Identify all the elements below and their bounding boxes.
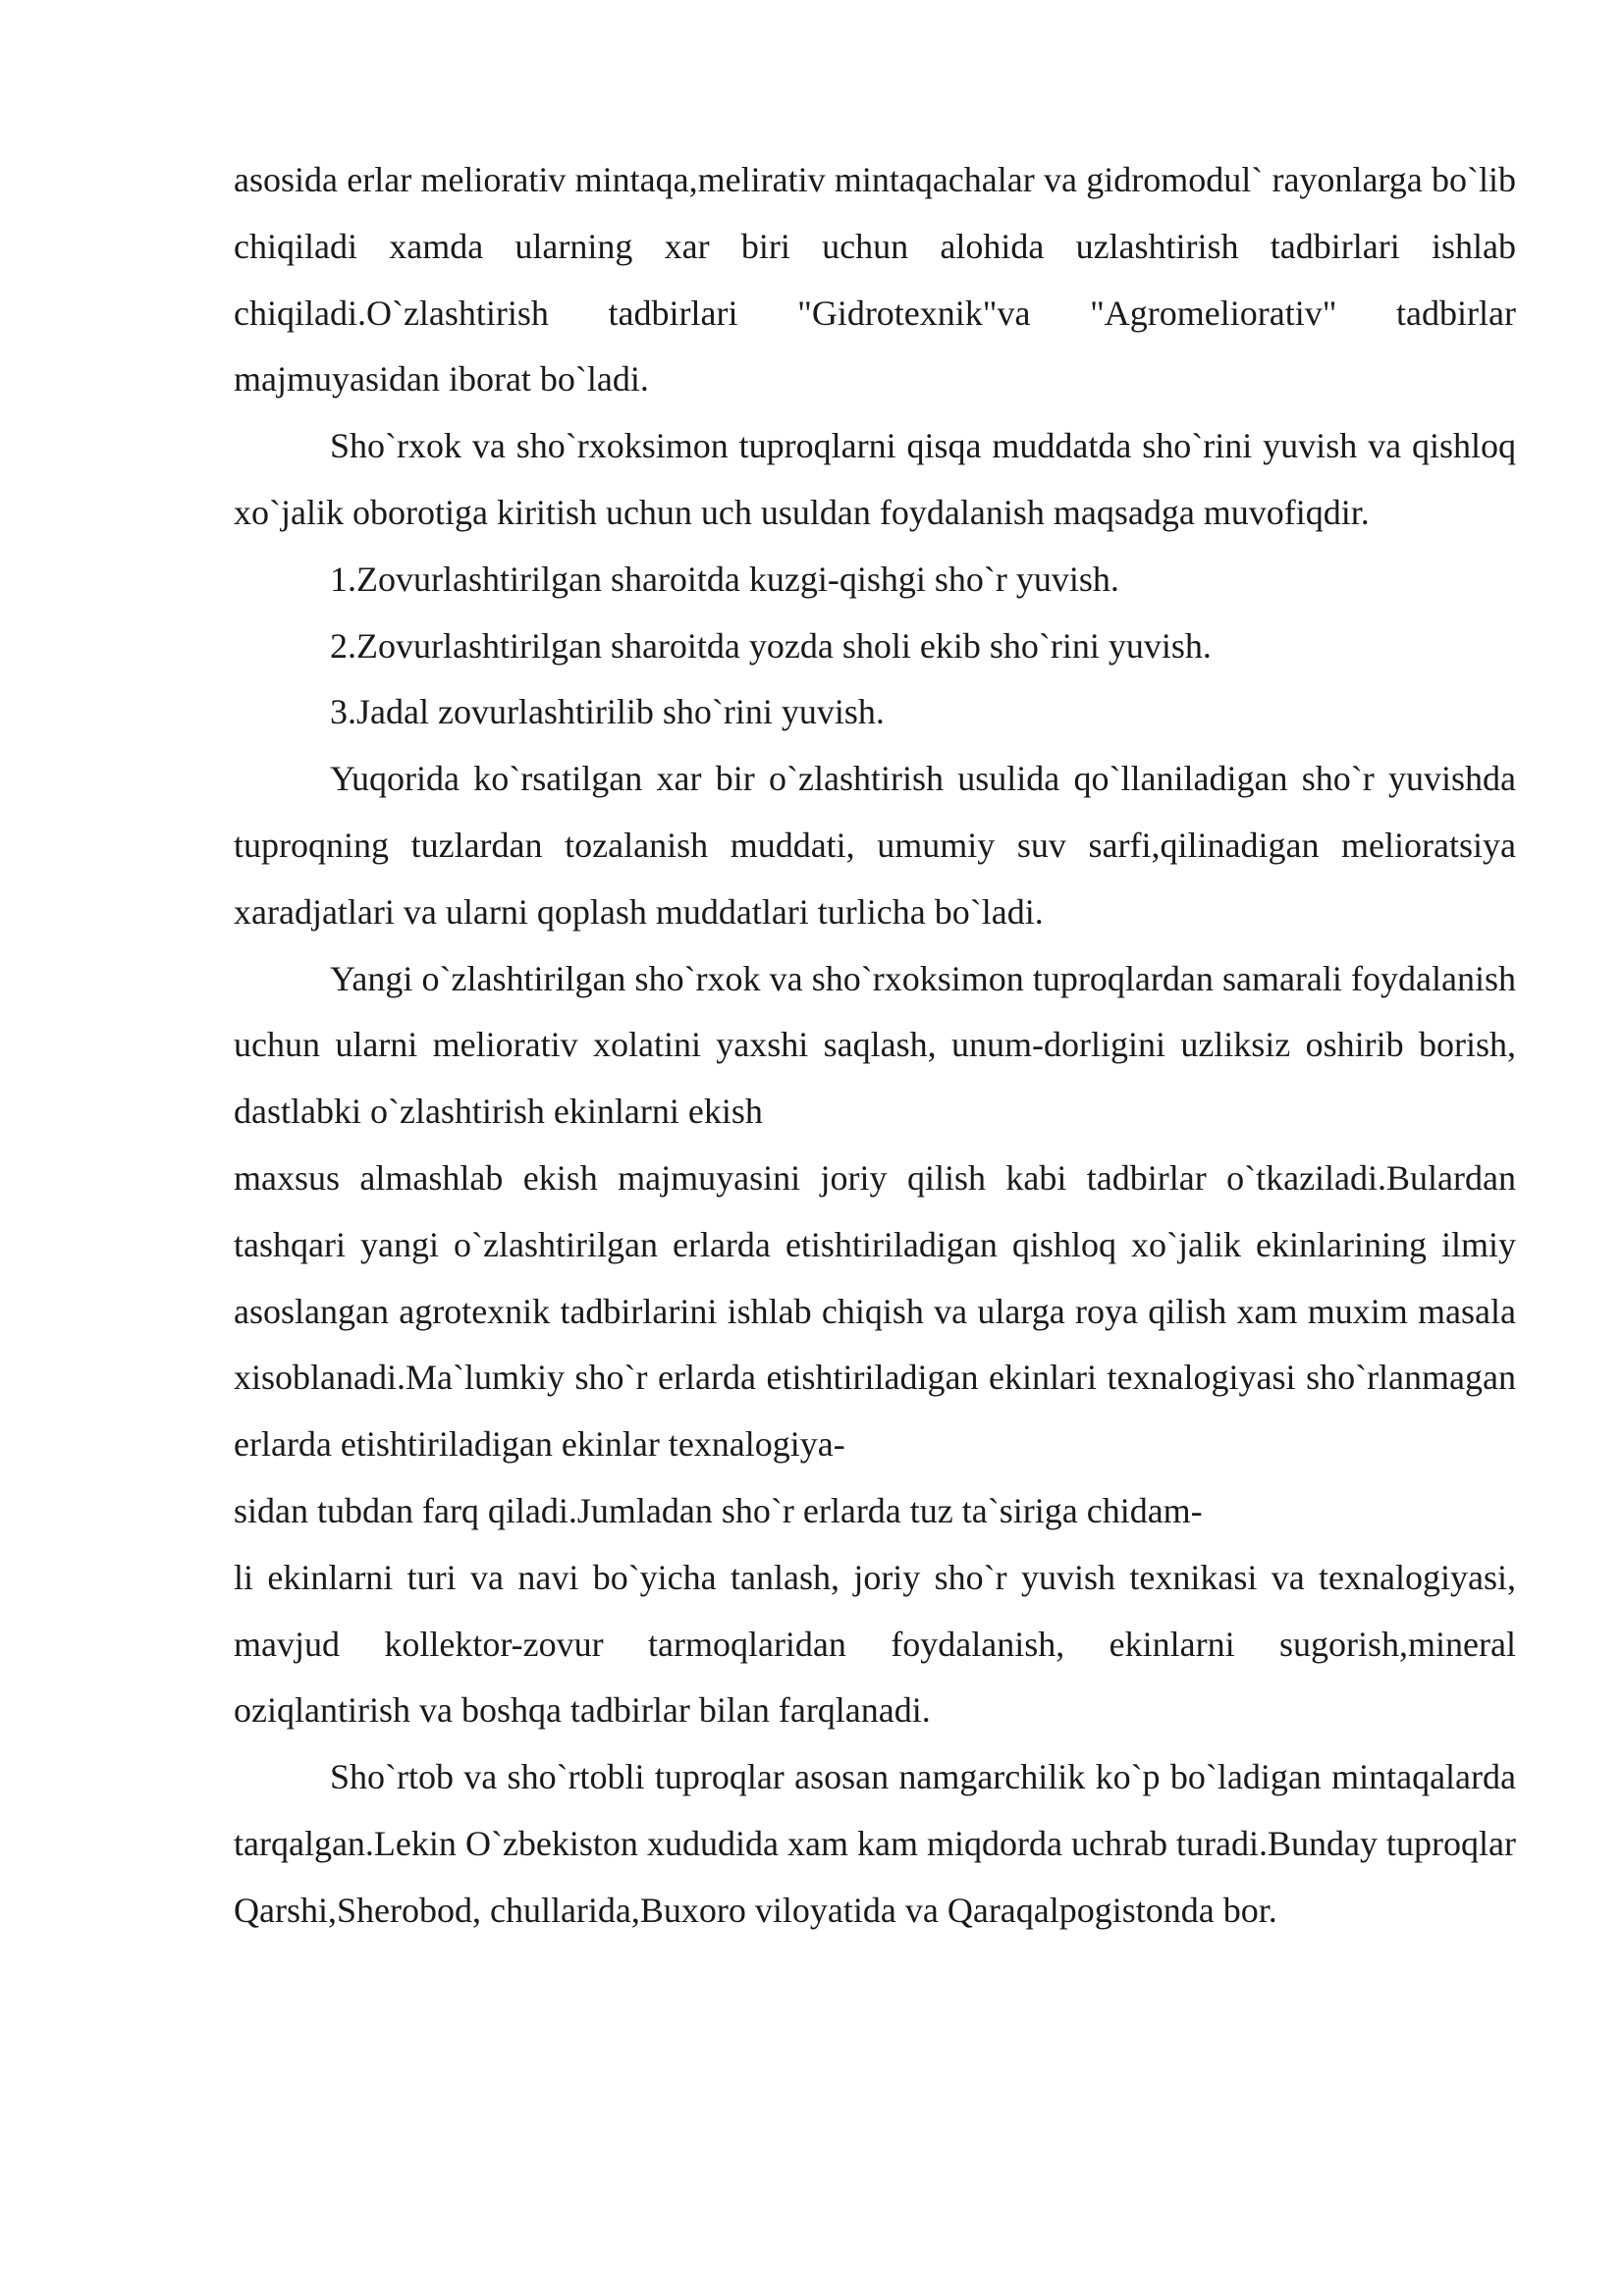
document-page — [234, 147, 1516, 1945]
list-item-method-2: 2.Zovurlashtirilgan sharoitda yozda sholi ekib sho`rini yuvish. — [330, 625, 1212, 666]
list-item-method-3: 3.Jadal zovurlashtirilib sho`rini yuvish. — [330, 692, 885, 732]
paragraph-intro: asosida erlar meliorativ mintaqa,melirativ mintaqachalar va gidromodul` rayonlarga bo`lib chiqiladi xamda ularning xar biri uchun alohida uzlashtirish tadbirlari ishlab chiqiladi.O`zlashtirish tadbirlari "Gidrotexnik"va "Agromeliorativ" tadbirlar majmuyasidan iborat bo`ladi. — [234, 160, 1516, 400]
paragraph-new-lands: Yangi o`zlashtirilgan sho`rxok va sho`rxoksimon tuproqlardan samarali foydalanish uchun ularni meliorativ xolatini yaxshi saqlash, unum-dorligini uzliksiz oshirib borish, dastlabki o`zlashtirish ekinlarni ekish — [234, 958, 1516, 1132]
paragraph-continuation: sidan tubdan farq qiladi.Jumladan sho`r erlarda tuz ta`siriga chidam- — [234, 1490, 1203, 1530]
paragraph-solonetz-soils: Sho`rtob va sho`rtobli tuproqlar asosan namgarchilik ko`p bo`ladigan mintaqalarda tarqalgan.Lekin O`zbekiston xududida xam kam miqdorda uchrab turadi.Bunday tuproqlar Qarshi,Sherobod, chullarida,Buxoro viloyatida va Qaraqalpogistonda bor. — [234, 1757, 1516, 1930]
paragraph-crop-selection: li ekinlarni turi va navi bo`yicha tanlash, joriy sho`r yuvish texnikasi va texnalogiyasi, mavjud kollektor-zovur tarmoqlaridan foydalanish, ekinlarni sugorish,mineral oziqlantirish va boshqa tadbirlar bilan farqlanadi. — [234, 1557, 1516, 1731]
list-item-method-1: 1.Zovurlashtirilgan sharoitda kuzgi-qishgi sho`r yuvish. — [330, 559, 1119, 599]
paragraph-crop-rotation: maxsus almashlab ekish majmuyasini joriy qilish kabi tadbirlar o`tkaziladi.Bulardan tashqari yangi o`zlashtirilgan erlarda etishtiriladigan qishloq xo`jalik ekinlarining ilmiy asoslangan agrotexnik tadbirlarini ishlab chiqish va ularga roya qilish xam muxim masala xisoblanadi.Ma`lumkiy sho`r erlarda etishtiriladigan ekinlari texnalogiyasi sho`rlanmagan erlarda etishtiriladigan ekinlar texnalogiya- — [234, 1157, 1516, 1465]
paragraph-methods-intro: Sho`rxok va sho`rxoksimon tuproqlarni qisqa muddatda sho`rini yuvish va qishloq xo`jalik oborotiga kiritish uchun uch usuldan foydalanish maqsadga muvofiqdir. — [234, 426, 1516, 532]
paragraph-methods-comparison: Yuqorida ko`rsatilgan xar bir o`zlashtirish usulida qo`llaniladigan sho`r yuvishda tuproqning tuzlardan tozalanish muddati, umumiy suv sarfi,qilinadigan melioratsiya xaradjatlari va ularni qoplash muddatlari turlicha bo`ladi. — [234, 759, 1516, 932]
